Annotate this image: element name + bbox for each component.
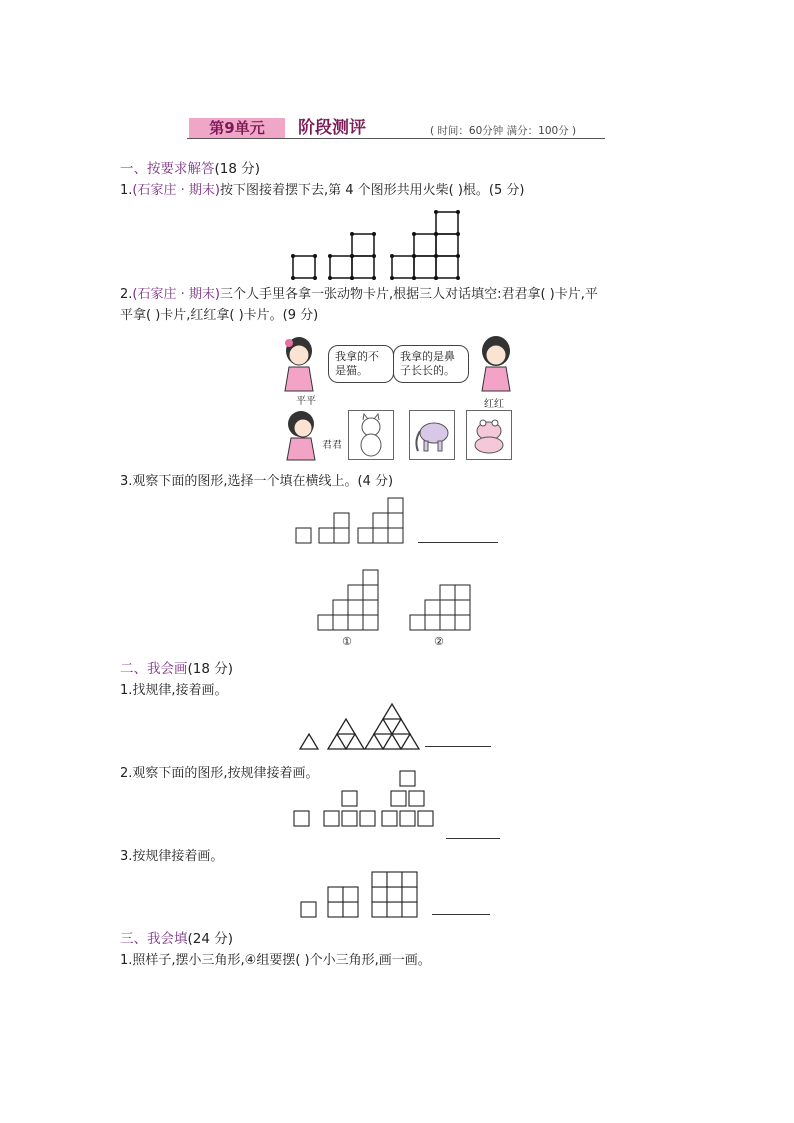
answer-line [432, 914, 490, 915]
elephant-icon [410, 411, 454, 459]
s3-q1: 1.照样子,摆小三角形,④组要摆( )个小三角形,画一画。 [120, 953, 431, 968]
matchstick-figures [290, 200, 490, 280]
stair-square [333, 615, 348, 630]
match-head [372, 254, 376, 258]
matchstick-square [352, 234, 374, 256]
grid-square [372, 902, 387, 917]
section3-title: 三、我会填 [120, 931, 188, 947]
name-junjun: 君君 [322, 440, 342, 451]
cat-icon [349, 411, 393, 459]
stair-square [425, 600, 440, 615]
section2-score: (18 分) [187, 661, 234, 677]
stair-square [334, 528, 349, 543]
stair-square [318, 615, 333, 630]
pyramid-square [342, 811, 357, 826]
pyramid-square [391, 791, 406, 806]
stair-square [363, 600, 378, 615]
stair-square [348, 600, 363, 615]
section2-heading [120, 660, 233, 678]
grid-square [343, 887, 358, 902]
stair-square [440, 615, 455, 630]
answer-line [418, 542, 498, 543]
match-head [412, 254, 416, 258]
grid-square [372, 872, 387, 887]
match-head [350, 232, 354, 236]
square-pyramid-pattern [292, 784, 442, 834]
stair-square [348, 615, 363, 630]
match-head [412, 276, 416, 280]
stair-square [410, 615, 425, 630]
triangle-shape [383, 704, 401, 719]
pyramid-square [400, 811, 415, 826]
match-head [372, 232, 376, 236]
triangle-shape [365, 734, 383, 749]
q-text: 三个人手里各拿一张动物卡片,根据三人对话填空:君君拿( )卡片,平 [219, 287, 598, 302]
stair-square [455, 600, 470, 615]
q-text: 按下图接着摆下去,第 4 个图形共用火柴( )根。(5 分) [219, 183, 525, 198]
stair-square [373, 528, 388, 543]
stair-square [373, 513, 388, 528]
pyramid-square [324, 811, 339, 826]
stair-square [425, 615, 440, 630]
stair-square [388, 498, 403, 513]
matchstick-square [293, 256, 315, 278]
match-head [350, 254, 354, 258]
grid-square [402, 872, 417, 887]
matchstick-square [436, 256, 458, 278]
grid-square [387, 887, 402, 902]
q-number: 2. [120, 287, 133, 302]
triangle-shape [401, 734, 419, 749]
grid-square-pattern [300, 870, 430, 920]
grid-square [387, 872, 402, 887]
stair-square [363, 570, 378, 585]
match-head [328, 254, 332, 258]
section2-title: 二、我会画 [120, 661, 188, 677]
stair-square [440, 585, 455, 600]
match-head [390, 254, 394, 258]
match-head [313, 254, 317, 258]
match-head [390, 276, 394, 280]
match-head [456, 232, 460, 236]
triangle-shape [383, 734, 401, 749]
match-head [434, 276, 438, 280]
triangle-shape [337, 719, 355, 734]
matchstick-square [352, 256, 374, 278]
match-head [350, 276, 354, 280]
pyramid-square [342, 791, 357, 806]
section3-score: (24 分) [187, 931, 234, 947]
match-head [434, 232, 438, 236]
match-head [328, 276, 332, 280]
stair-square [363, 615, 378, 630]
answer-line [425, 746, 491, 747]
option-1-label: ① [342, 635, 352, 648]
grid-square [372, 887, 387, 902]
speech-bubble-left: 我拿的不是猫。 [328, 345, 394, 383]
match-head [456, 210, 460, 214]
q-source: (石家庄 · 期末) [132, 183, 220, 198]
grid-square [328, 887, 343, 902]
grid-square [402, 887, 417, 902]
match-head [434, 254, 438, 258]
section1-heading [120, 160, 260, 178]
matchstick-square [330, 256, 352, 278]
girl-junjun-figure [283, 408, 323, 460]
page-title: 阶段测评 [298, 118, 366, 138]
stair-square [319, 528, 334, 543]
triangle-shape [328, 734, 346, 749]
girl-honghong-figure [476, 333, 516, 393]
stair-square [333, 600, 348, 615]
speech-bubble-right: 我拿的是鼻子长长的。 [393, 345, 469, 383]
triangle-shape [346, 734, 364, 749]
stair-square [440, 600, 455, 615]
section3-heading [120, 930, 233, 948]
cat-card [348, 410, 394, 460]
matchstick-square [392, 256, 414, 278]
s1-q1 [120, 182, 524, 200]
matchstick-square [414, 256, 436, 278]
pyramid-square [418, 811, 433, 826]
stair-square [334, 513, 349, 528]
option-2-label: ② [434, 635, 444, 648]
pyramid-square [409, 791, 424, 806]
grid-square [402, 902, 417, 917]
s1-q3: 3.观察下面的图形,选择一个填在横线上。(4 分) [120, 474, 394, 489]
match-head [372, 276, 376, 280]
match-head [434, 210, 438, 214]
unit-badge: 第9单元 [189, 118, 285, 138]
answer-line [446, 838, 500, 839]
time-info: ( 时间：60分钟 满分：100分 ) [430, 125, 577, 137]
pyramid-square [294, 811, 309, 826]
matchstick-square [414, 234, 436, 256]
match-head [456, 254, 460, 258]
triangle-shape [392, 719, 410, 734]
q-source: (石家庄 · 期末) [132, 287, 220, 302]
match-head [412, 232, 416, 236]
stair-square [348, 585, 363, 600]
elephant-card [409, 410, 455, 460]
s1-q2-line1 [120, 286, 598, 304]
section1-score: (18 分) [214, 161, 261, 177]
name-pingping: 平平 [296, 396, 316, 407]
stair-square [388, 528, 403, 543]
stair-square [455, 615, 470, 630]
s2-q3: 3.按规律接着画。 [120, 849, 224, 864]
frog-icon [467, 411, 511, 459]
frog-card [466, 410, 512, 460]
grid-square [328, 902, 343, 917]
grid-square [343, 902, 358, 917]
matchstick-square [436, 212, 458, 234]
stair-square [455, 585, 470, 600]
stair-square [388, 513, 403, 528]
stair-square [296, 528, 311, 543]
pyramid-square [360, 811, 375, 826]
name-honghong: 红红 [484, 399, 504, 410]
q-number: 1. [120, 183, 133, 198]
s2-q1: 1.找规律,接着画。 [120, 683, 228, 698]
match-head [313, 276, 317, 280]
stair-square [363, 585, 378, 600]
matchstick-square [436, 234, 458, 256]
s2-q2: 2.观察下面的图形,按规律接着画。 [120, 766, 319, 781]
girl-pingping-figure [281, 333, 321, 393]
grid-square [301, 902, 316, 917]
match-head [456, 276, 460, 280]
section1-title: 一、按要求解答 [120, 161, 215, 177]
triangle-pattern [298, 704, 428, 754]
stair-square [358, 528, 373, 543]
triangle-shape [374, 719, 392, 734]
s1-q2-line2: 平拿( )卡片,红红拿( )卡片。(9 分) [120, 308, 319, 323]
match-head [291, 254, 295, 258]
grid-square [387, 902, 402, 917]
match-head [291, 276, 295, 280]
staircase-figures [294, 494, 514, 654]
pyramid-square [400, 771, 415, 786]
pyramid-square [382, 811, 397, 826]
triangle-shape [300, 734, 318, 749]
